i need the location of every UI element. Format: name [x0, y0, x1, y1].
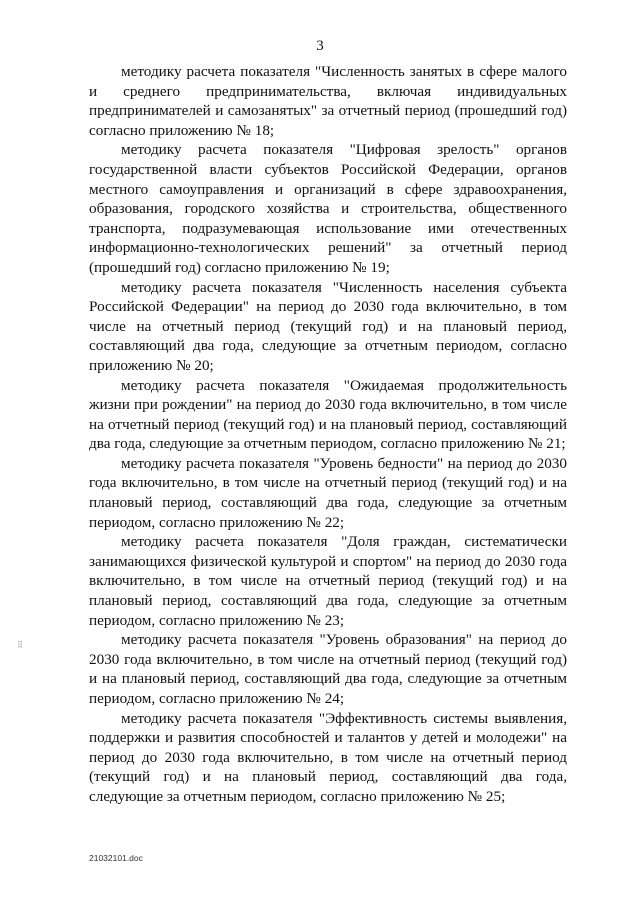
- paragraph-appendix-20: методику расчета показателя "Численность населения субъекта Российской Федерации" на период до 2030 года включительно, в том числе на отчетный период (текущий год) и на плановый период, составляющий два года, следующие за отчетным периодом, согласно приложению № 20;: [89, 278, 567, 374]
- paragraph-appendix-23: методику расчета показателя "Доля граждан, систематически занимающихся физической культурой и спортом" на период до 2030 года включительно, в том числе на отчетный период (текущий год) и на плановый период, составляющий два года, следующие за отчетным периодом, согласно приложению № 23;: [89, 533, 567, 629]
- page-number: 3: [316, 38, 324, 54]
- paragraph-appendix-19: методику расчета показателя "Цифровая зрелость" органов государственной власти субъектов Российской Федерации, органов местного самоуправления и организаций в сфере здравоохранения, образования, городского хозяйства и строительства, общественного транспорта, подразумевающая использование ими отечественных информационно-технологических решений" за отчетный период (прошедший год) согласно приложению № 19;: [89, 141, 567, 276]
- paragraph-appendix-25: методику расчета показателя "Эффективность системы выявления, поддержки и развития способностей и талантов у детей и молодежи" на период до 2030 года включительно, в том числе на отчетный период (текущий год) и на плановый период, составляющий два года, следующие за отчетным периодом, согласно приложению № 25;: [89, 709, 567, 805]
- paragraph-appendix-21: методику расчета показателя "Ожидаемая продолжительность жизни при рождении" на период до 2030 года включительно, в том числе на отчетный период (текущий год) и на плановый период, составляющий два года, следующие за отчетным периодом, согласно приложению № 21;: [89, 376, 567, 453]
- paragraph-appendix-18: методику расчета показателя "Численность занятых в сфере малого и среднего предпринимательства, включая индивидуальных предпринимателей и самозанятых" за отчетный период (прошедший год) согласно приложению № 18;: [89, 63, 567, 139]
- document-body: [89, 62, 567, 807]
- footer-file-code: 21032101.doc: [89, 853, 143, 863]
- paragraph-appendix-24: методику расчета показателя "Уровень образования" на период до 2030 года включительно, в том числе на отчетный период (текущий год) и на плановый период, составляющий два года, следующие за отчетным периодом, согласно приложению № 24;: [89, 631, 567, 707]
- paragraph-appendix-22: методику расчета показателя "Уровень бедности" на период до 2030 года включительно, в том числе на отчетный период (текущий год) и на плановый период, составляющий два года, следующие за отчетным периодом, согласно приложению № 22;: [89, 454, 567, 531]
- margin-mark: 101: [18, 640, 24, 649]
